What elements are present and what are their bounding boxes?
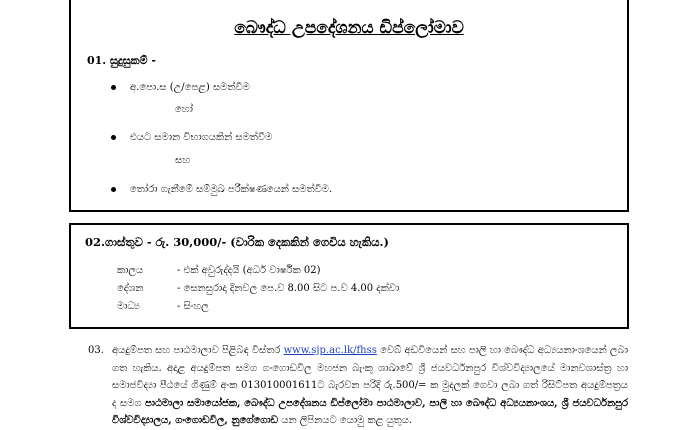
info-text: වෙබ් අඩවියෙන් සහ පාලි හා බෞද්ධ අධ්‍යයනාංශයෙන් ලබා ගත හැකිය. අදාළ අයදුම්පත සමග ගංගොඩවිල මහජන බැංකු ශාඛාවේ ශ්‍රී ජයවර්ධනපුර විශ්වවිද්‍යාලයේ මානවශාස්ත්‍ර හා සමාජවිද්‍යා පීඨයේ ගිණුම් අංක 013010001611ට බැරවන පරිදි රු.500/= ක මුදලක් ගෙවා ලබා ගත් රිසිට්පත අයදුම්පත්‍රය ද සමග (112, 345, 628, 409)
qualification-text: අ.පො.ස (උ/පෙළ) සමත්වීම (130, 82, 250, 93)
qualification-item (111, 82, 250, 93)
section-number: 03. (88, 345, 104, 356)
qualifications-heading: 01. සුදුසුකම් - (87, 54, 156, 67)
bullet-icon (111, 85, 116, 90)
bullet-icon (111, 187, 116, 192)
detail-duration (117, 265, 321, 276)
detail-value: - සෙනසුරාදා දිනවල පෙ.ව 8.00 සිට ප.ව 4.00 දක්වා (177, 283, 400, 294)
info-text: යන ලිපිනයට යොමු කළ යුතුය. (278, 415, 413, 426)
info-text: අයදුම්පත සහ පාඨමාලාව පිළිබඳ විස්තර (112, 345, 284, 356)
bullet-icon (111, 135, 116, 140)
fee-line: 02.ගාස්තුව - රු. 30,000/- (වාරික දෙකකින් ගෙවිය හැකිය.) (85, 235, 389, 249)
info-paragraph (88, 342, 628, 430)
detail-value: - සිංහල (177, 301, 209, 312)
detail-lectures (117, 283, 399, 294)
qualification-item (111, 132, 272, 143)
qualifications-box (69, 0, 629, 212)
qualification-text: එයට සමාන විභාගයකින් සමත්වීම (130, 132, 273, 143)
detail-label: කාලය (117, 265, 144, 276)
qualification-item (111, 184, 332, 195)
detail-label: දේශන (117, 283, 144, 294)
connector-or: හෝ (175, 104, 193, 115)
detail-label: මාධ්‍ය (117, 301, 140, 312)
qualification-text: තෝරා ගැනීමේ සම්මුඛ පරීක්ෂණයෙන් සමත්වීම. (130, 184, 333, 195)
address-text: පාඨමාලා සමායෝජක, බෞද්ධ උපදේශනය ඩිප්ලෝමා පාඨමාලාව, පාලි හා බෞද්ධ අධ්‍යයනාංශය, ශ්‍රී ජයවර්ධනපුර විශ්වවිද්‍යාලය, ගංගොඩවිල, නුගේගොඩ (112, 397, 628, 426)
detail-medium (117, 301, 209, 312)
document-title: බෞද්ධ උපදේශනය ඩිප්ලෝමාව (234, 18, 464, 38)
connector-and: සහ (175, 155, 191, 166)
website-link[interactable]: www.sjp.ac.lk/fhss (283, 345, 377, 356)
detail-value: - එක් අවුරුද්දයි (අර්ධ වාර්ෂික 02) (177, 265, 321, 276)
fees-box (69, 223, 629, 329)
